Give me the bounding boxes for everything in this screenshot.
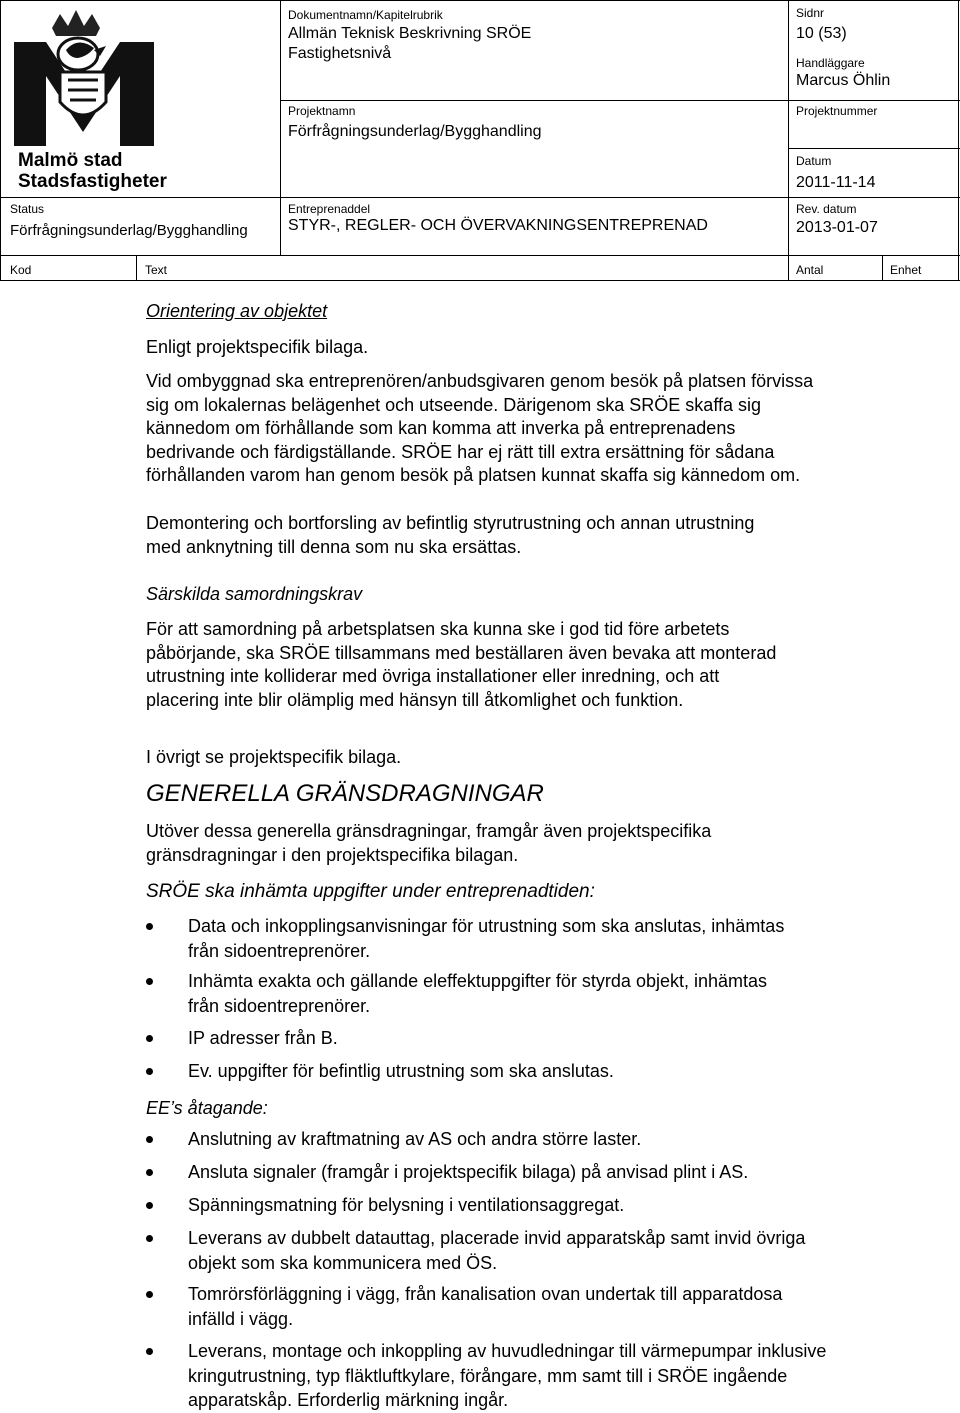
document-name-line2: Fastighetsnivå: [288, 45, 392, 62]
date-value: 2011-11-14: [796, 174, 876, 191]
column-antal: Antal: [796, 263, 824, 277]
rev-date-value: 2013-01-07: [796, 219, 878, 236]
orientation-paragraph-1: Enligt projektspecifik bilaga.: [146, 337, 369, 357]
bullet-icon: [146, 978, 153, 985]
ee-item-text: Ansluta signaler (framgår i projektspecifik bilaga) på anvisad plint i AS.: [188, 1162, 749, 1182]
sroe-item-text: Ev. uppgifter för befintlig utrustning som ska anslutas.: [188, 1061, 614, 1081]
divider-row3: [0, 255, 960, 256]
ee-item-text: Spänningsmatning för belysning i ventilationsaggregat.: [188, 1195, 625, 1215]
general-paragraph-1: Utöver dessa generella gränsdragningar, framgår även projektspecifika gränsdragningar i den projektspecifika bilagan.: [146, 821, 712, 865]
handler-value: Marcus Öhlin: [796, 72, 891, 89]
column-text: Text: [145, 263, 168, 277]
ee-item-text: Leverans av dubbelt datauttag, placerade invid apparatskåp samt invid övriga objekt som ska kommunicera med ÖS.: [188, 1228, 806, 1273]
sroe-item-text: Data och inkopplingsanvisningar för utrustning som ska anslutas, inhämtas från sidoentreprenörer.: [188, 916, 785, 961]
divider-right: [788, 0, 789, 255]
bullet-icon: [146, 1136, 153, 1143]
status-label: Status: [10, 202, 45, 216]
project-name-value: Förfrågningsunderlag/Bygghandling: [288, 123, 542, 140]
divider-projnum: [788, 148, 960, 149]
logo-name: [18, 150, 167, 192]
logo-name-line1: Malmö stad: [18, 150, 123, 171]
bullet-icon: [146, 1235, 153, 1242]
general-heading: GENERELLA GRÄNSDRAGNINGAR: [146, 780, 544, 807]
divider-row1: [280, 100, 789, 101]
ee-item-text: Anslutning av kraftmatning av AS och andra större laster.: [188, 1129, 642, 1149]
bullet-icon: [146, 1169, 153, 1176]
contract-label: Entreprenaddel: [288, 202, 371, 216]
divider-handler: [788, 100, 960, 101]
column-kod: Kod: [10, 263, 32, 277]
page-number-value: 10 (53): [796, 25, 847, 42]
coordination-paragraph-1: För att samordning på arbetsplatsen ska kunna ske i god tid före arbetets påbörjande, ska SRÖE tillsammans med beställaren även bevaka att monterad utrustning inte kolliderar med övriga installationer eller inredning, och att placering inte blir olämplig med hänsyn till åtkomlighet och funktion.: [146, 619, 777, 710]
sroe-heading: SRÖE ska inhämta uppgifter under entreprenadtiden:: [146, 881, 595, 902]
handler-label: Handläggare: [796, 56, 865, 70]
status-value: Förfrågningsunderlag/Bygghandling: [10, 222, 248, 239]
orientation-paragraph-2: Vid ombyggnad ska entreprenören/anbudsgivaren genom besök på platsen förvissa sig om lokalernas belägenhet och utseende. Därigenom ska SRÖE skaffa sig kännedom om förhållande som kan komma att inverka på entreprenadens bedrivande och färdigställande. SRÖE har ej rätt till extra ersättning för sådana förhållanden varom han genom besök på platsen kunnat skaffa sig kännedom om.: [146, 371, 814, 485]
project-number-label: Projektnummer: [796, 104, 878, 118]
sroe-item-text: IP adresser från B.: [188, 1028, 338, 1048]
header-right-border: [958, 0, 959, 281]
orientation-paragraph-3: Demontering och bortforsling av befintlig styrutrustning och annan utrustning med anknytning till denna som nu ska ersättas.: [146, 513, 755, 557]
bullet-icon: [146, 923, 153, 930]
project-name-label: Projektnamn: [288, 104, 356, 118]
bullet-icon: [146, 1291, 153, 1298]
divider-logo: [280, 0, 281, 255]
coordination-heading: Särskilda samordningskrav: [146, 584, 363, 604]
logo-name-line2: Stadsfastigheter: [18, 171, 167, 192]
bullet-icon: [146, 1348, 153, 1355]
header-left-border: [0, 0, 1, 281]
griffin-crest-icon: [8, 6, 158, 146]
column-enhet: Enhet: [890, 263, 922, 277]
contract-value: STYR-, REGLER- OCH ÖVERVAKNINGSENTREPRENAD: [288, 217, 708, 234]
bullet-icon: [146, 1035, 153, 1042]
bullet-icon: [146, 1202, 153, 1209]
coordination-paragraph-2: I övrigt se projektspecifik bilaga.: [146, 747, 402, 767]
ee-item-text: Tomrörsförläggning i vägg, från kanalisation ovan undertak till apparatdosa infälld i vägg.: [188, 1284, 783, 1329]
document-name-line1: Allmän Teknisk Beskrivning SRÖE: [288, 25, 532, 42]
page-number-label: Sidnr: [796, 6, 825, 20]
date-label: Datum: [796, 154, 832, 168]
document-name-label: Dokumentnamn/Kapitelrubrik: [288, 8, 443, 22]
document-header: [0, 0, 960, 282]
divider-row4: [0, 280, 960, 281]
orientation-heading: Orientering av objektet: [146, 301, 328, 321]
divider-row2: [0, 197, 960, 198]
divider-enhet: [882, 255, 883, 281]
header-top-border: [0, 0, 960, 1]
sroe-item-text: Inhämta exakta och gällande eleffektuppgifter för styrda objekt, inhämtas från sidoentreprenörer.: [188, 971, 768, 1016]
ee-item-text: Leverans, montage och inkoppling av huvudledningar till värmepumpar inklusive kringutrustning, typ fläktluftkylare, förångare, mm samt till i SRÖE ingående apparatskåp. Erforderlig märkning ingår.: [188, 1341, 827, 1410]
divider-kod: [136, 255, 137, 281]
ee-heading: EE’s åtagande:: [146, 1098, 268, 1118]
rev-date-label: Rev. datum: [796, 202, 857, 216]
divider-antal: [788, 255, 789, 281]
malmo-stad-logo: [8, 6, 167, 196]
bullet-icon: [146, 1068, 153, 1075]
